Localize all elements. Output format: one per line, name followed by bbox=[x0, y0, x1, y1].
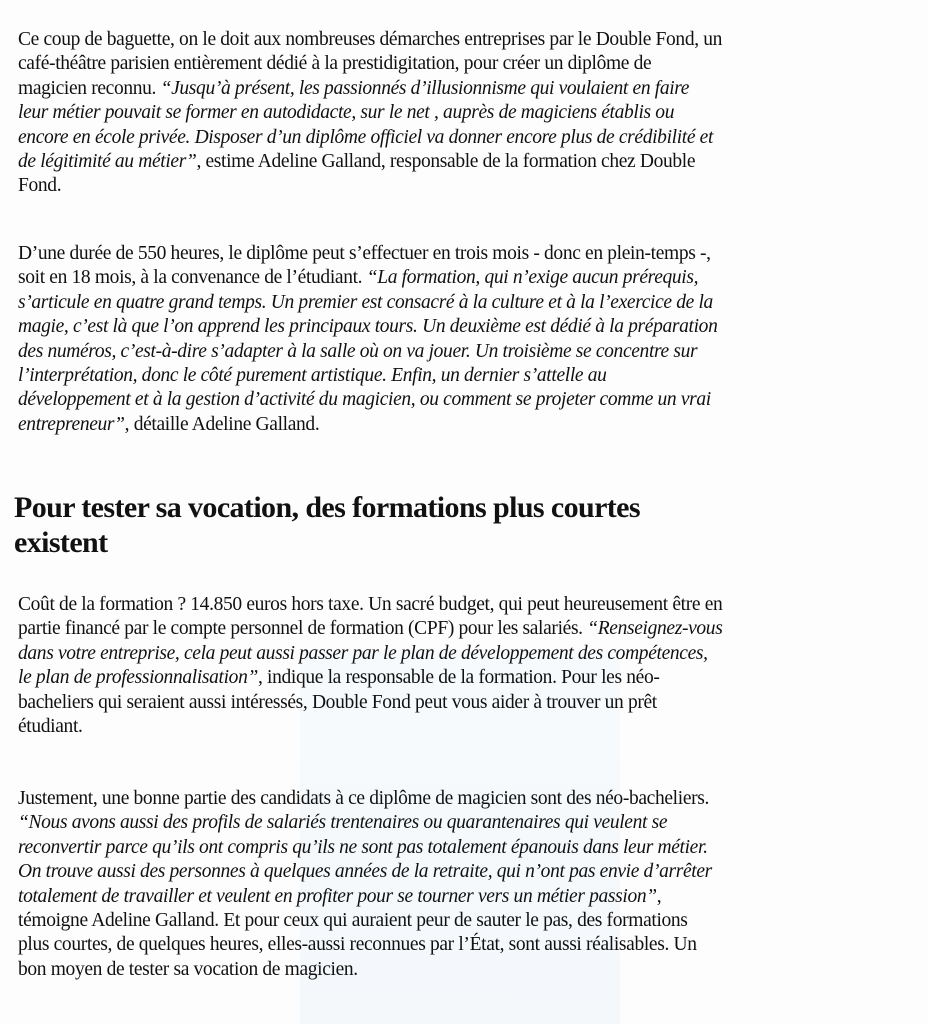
quote-run: On trouve aussi des personnes à quelques années de la retraite, qui n’ont pas envie d’arrêter bbox=[18, 861, 712, 883]
text-line bbox=[18, 860, 712, 884]
text-line bbox=[18, 642, 722, 666]
text-run: Ce coup de baguette, on le doit aux nombreuses démarches entreprises par le Double Fond, un bbox=[18, 29, 723, 50]
text-line bbox=[18, 691, 722, 715]
text-run: soit en 18 mois, à la convenance de l’étudiant. bbox=[18, 267, 367, 289]
text-line bbox=[18, 150, 722, 174]
quote-run: leur métier pouvait se former en autodidacte, sur le net , auprès de magiciens établis ou bbox=[18, 102, 675, 124]
text-run: Fond. bbox=[18, 175, 62, 197]
text-run: témoigne Adeline Galland. Et pour ceux qui auraient peur de sauter le pas, des formations bbox=[18, 910, 688, 932]
text-run: bacheliers qui seraient aussi intéressés, Double Fond peut vous aider à trouver un prêt bbox=[18, 691, 657, 713]
text-line bbox=[18, 388, 717, 412]
text-line bbox=[18, 77, 722, 101]
text-run: Coût de la formation ? 14.850 euros hors taxe. Un sacré budget, qui peut heureusement être en bbox=[18, 594, 723, 615]
quote-run: s’articule en quatre grand temps. Un premier est consacré à la culture et à la l’exercice de la bbox=[18, 291, 713, 313]
text-run: , estime Adeline Galland, responsable de la formation chez Double bbox=[196, 151, 696, 173]
text-run: D’une durée de 550 heures, le diplôme peut s’effectuer en trois mois - donc en plein-temps -, bbox=[18, 243, 711, 264]
section-heading bbox=[14, 490, 640, 560]
quote-run: dans votre entreprise, cela peut aussi passer par le plan de développement des compétences, bbox=[18, 642, 708, 664]
paragraph-2 bbox=[18, 242, 717, 437]
text-line bbox=[18, 242, 717, 266]
quote-run: des numéros, c’est-à-dire s’adapter à la salle où on va jouer. Un troisième se concentre sur bbox=[18, 340, 698, 362]
text-line bbox=[18, 617, 722, 641]
text-line bbox=[18, 885, 712, 909]
quote-run: totalement de travailler et veulent en profiter pour se tourner vers un métier passion” bbox=[18, 885, 657, 907]
quote-run: “Renseignez-vous bbox=[587, 618, 723, 640]
paragraph-3 bbox=[18, 593, 722, 739]
quote-run: “La formation, qui n’exige aucun prérequis, bbox=[366, 267, 699, 289]
heading-line: Pour tester sa vocation, des formations plus courtes bbox=[14, 491, 640, 524]
text-run: partie financé par le compte personnel de formation (CPF) pour les salariés. bbox=[18, 618, 588, 640]
text-line bbox=[18, 787, 712, 811]
text-run: , bbox=[656, 885, 662, 907]
text-line bbox=[18, 413, 717, 437]
paragraph-1 bbox=[18, 28, 722, 199]
heading-line: existent bbox=[14, 526, 108, 559]
quote-run: “Nous avons aussi des profils de salariés trentenaires ou quarantenaires qui veulent se bbox=[18, 812, 668, 834]
quote-run: de légitimité au métier” bbox=[18, 151, 197, 173]
text-run: , détaille Adeline Galland. bbox=[124, 413, 320, 435]
quote-run: entrepreneur” bbox=[18, 413, 125, 435]
paragraph-4 bbox=[18, 787, 712, 982]
text-line bbox=[18, 836, 712, 860]
quote-run: encore en école privée. Disposer d’un diplôme officiel va donner encore plus de crédibilité et bbox=[18, 126, 714, 148]
text-run: , indique la responsable de la formation. Pour les néo- bbox=[257, 667, 660, 689]
text-run: étudiant. bbox=[18, 716, 83, 738]
text-line bbox=[18, 101, 722, 125]
text-line bbox=[18, 666, 722, 690]
text-line bbox=[18, 340, 717, 364]
text-run: bon moyen de tester sa vocation de magicien. bbox=[18, 958, 358, 980]
text-line bbox=[18, 174, 722, 198]
quote-run: l’interprétation, donc le côté purement artistique. Enfin, un dernier s’attelle au bbox=[18, 365, 607, 387]
text-line bbox=[18, 715, 722, 739]
quote-run: “Jusqu’à présent, les passionnés d’illusionnisme qui voulaient en faire bbox=[160, 77, 690, 99]
text-run: café-théâtre parisien entièrement dédié à la prestidigitation, pour créer un diplôme de bbox=[18, 53, 652, 75]
text-line bbox=[18, 909, 712, 933]
quote-run: magie, c’est là que l’on apprend les principaux tours. Un deuxième est dédié à la préparation bbox=[18, 316, 718, 338]
text-line bbox=[18, 958, 712, 982]
text-line bbox=[18, 52, 722, 76]
text-line bbox=[18, 291, 717, 315]
text-line bbox=[18, 315, 717, 339]
text-line bbox=[18, 126, 722, 150]
text-line bbox=[18, 811, 712, 835]
text-line bbox=[18, 593, 722, 617]
quote-run: le plan de professionnalisation” bbox=[18, 667, 258, 689]
text-run: plus courtes, de quelques heures, elles-aussi reconnues par l’État, sont aussi réalisables. Un bbox=[18, 934, 697, 956]
text-run: magicien reconnu. bbox=[18, 77, 161, 99]
text-line bbox=[18, 933, 712, 957]
text-line bbox=[18, 364, 717, 388]
quote-run: reconvertir parce qu’ils ont compris qu’ils ne sont pas totalement épanouis dans leur métier. bbox=[18, 836, 708, 858]
text-line bbox=[18, 266, 717, 290]
text-line bbox=[18, 28, 722, 52]
text-run: Justement, une bonne partie des candidats à ce diplôme de magicien sont des néo-bacheliers. bbox=[18, 788, 710, 809]
quote-run: développement et à la gestion d’activité du magicien, ou comment se projeter comme un vrai bbox=[18, 389, 711, 411]
